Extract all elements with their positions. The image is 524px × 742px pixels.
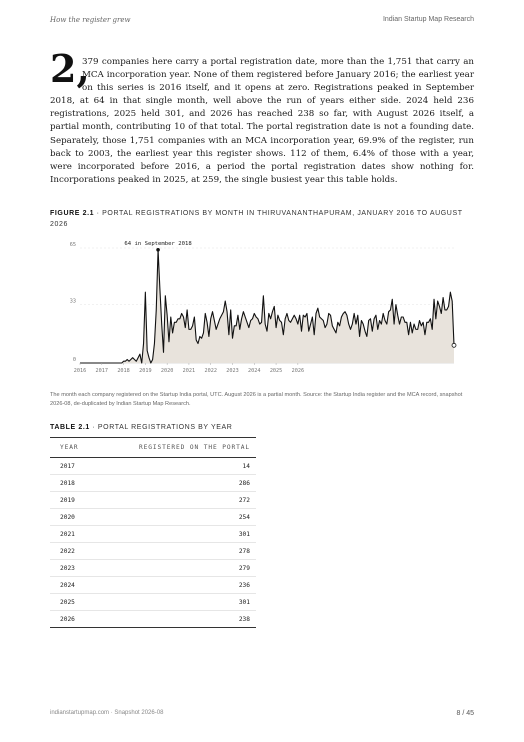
registrations-table [50,437,256,628]
cell-year: 2022 [50,543,91,560]
cell-count: 301 [91,594,256,611]
x-tick-label: 2022 [204,368,217,374]
cell-year: 2019 [50,492,91,509]
cell-year: 2021 [50,526,91,543]
figure-label: FIGURE 2.1 [50,210,95,217]
figure-title: · PORTAL REGISTRATIONS BY MONTH IN THIRUVANANTHAPURAM, JANUARY 2016 TO AUGUST 2026 [50,210,463,228]
partial-month-marker [452,343,456,347]
registrations-chart [50,232,474,382]
cell-count: 278 [91,543,256,560]
footer-source: indianstartupmap.com · Snapshot 2026-08 [50,710,164,716]
cell-count: 286 [91,475,256,492]
x-tick-label: 2021 [182,368,196,374]
table-row [50,492,256,509]
x-tick-label: 2024 [248,368,261,374]
cell-year: 2025 [50,594,91,611]
table-row [50,611,256,628]
y-tick-label: 33 [69,298,76,305]
section-title: How the register grew [50,16,131,24]
figure-caption [50,208,474,230]
drop-cap: 2, [50,46,90,91]
col-registered-header: REGISTERED ON THE PORTAL [91,438,256,458]
x-tick-label: 2023 [226,368,239,374]
x-tick-label: 2017 [95,368,109,374]
y-tick-label: 65 [69,242,76,248]
table-row [50,509,256,526]
table-header-row [50,438,256,458]
cell-year: 2026 [50,611,91,628]
cell-year: 2017 [50,458,91,475]
table-row [50,577,256,594]
table-caption [50,424,232,431]
col-year-header: YEAR [50,438,91,458]
x-tick-label: 2026 [291,368,305,374]
y-tick-label: 0 [72,357,76,363]
table-row [50,458,256,475]
cell-count: 14 [91,458,256,475]
table-row [50,475,256,492]
cell-count: 254 [91,509,256,526]
body-paragraph [50,56,474,187]
page-number: 8 / 45 [456,710,474,717]
figure-note: The month each company registered on the Startup India portal, UTC. August 2026 is a partial month. Source: the Startup India register and the MCA record, snapshot 2026-08, de-duplicated by Indian Startup Map Research. [50,392,463,407]
x-tick-label: 2025 [269,368,283,374]
cell-count: 301 [91,526,256,543]
publication-name: Indian Startup Map Research [382,16,474,23]
cell-year: 2024 [50,577,91,594]
cell-year: 2018 [50,475,91,492]
cell-count: 272 [91,492,256,509]
x-tick-label: 2020 [160,368,174,374]
x-tick-label: 2018 [117,368,130,374]
cell-count: 238 [91,611,256,628]
peak-marker [156,248,160,252]
table-row [50,526,256,543]
table-title: · PORTAL REGISTRATIONS BY YEAR [89,424,233,431]
cell-year: 2023 [50,560,91,577]
area-fill [80,250,454,363]
table-row [50,594,256,611]
cell-count: 236 [91,577,256,594]
table-row [50,560,256,577]
cell-count: 279 [91,560,256,577]
x-tick-label: 2019 [139,368,152,374]
peak-annotation: 64 in September 2018 [124,240,192,247]
x-tick-label: 2016 [73,368,87,374]
table-label: TABLE 2.1 [50,424,90,431]
table-row [50,543,256,560]
cell-year: 2020 [50,509,91,526]
body-text: 379 companies here carry a portal registration date, more than the 1,751 that carry an MCA incorporation year. None of them registered before January 2016; the earliest year on this series is 2016 itself, and it opens at zero. Registrations peaked in September 2018, at 64 in that single month, well above the run of years either side. 2024 held 236 registrations, 2025 held 301, and 2026 has reached 238 so far, with August 2026 itself, a partial month, contributing 10 of that total. The portal registration date is not a founding date. Separately, those 1,751 companies with an MCA incorporation year, 69.9% of the register, run back to 2003, the earliest year this register shows. 112 of them, 6.4% of those with a year, were incorporated before 2016, a period the portal registration dates show nothing for. Incorporations peaked in 2025, at 259, the single busiest year this table holds. [50,57,474,185]
